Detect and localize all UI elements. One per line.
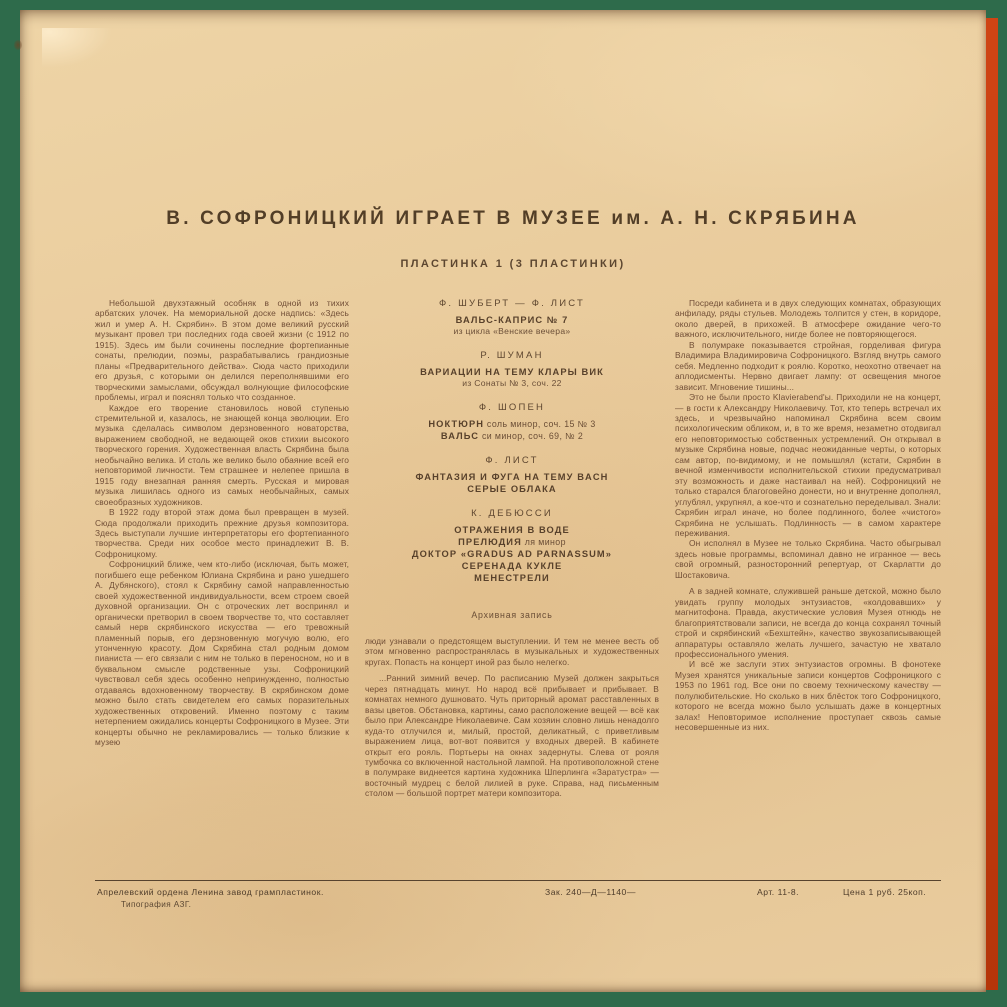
work-title-strong: ВАЛЬС [440, 431, 480, 441]
work-title-strong: ФАНТАЗИЯ И ФУГА НА ТЕМУ BACH [415, 472, 609, 482]
record-sleeve-back [20, 10, 986, 992]
liner-notes-paragraph: В полумраке показывается стройная, горделивая фигура Владимира Владимировича Софроницкого. Взгляд внутрь самого себя. Медленно подходит к роялю. Коротко, неохотно отвечает на аплодисменты. Нервно двигает лампу: от освещения многое зависит. Мгновение тишины... [675, 339, 941, 392]
work-title-strong: НОКТЮРН [428, 419, 485, 429]
liner-notes-paragraph: люди узнавали о предстоящем выступлении. И тем не менее весть об этом мгновенно распространялась в музыкальных и художественных кругах. Попасть на концерт иной раз было нелегко. [365, 636, 659, 667]
liner-notes-paragraph: Посреди кабинета и в двух следующих комнатах, образующих анфиладу, ряды стульев. Молодежь толпится у стен, в коридоре, около дверей, в прихожей. В атмосфере ожидание чего-то важного, исключительного, нигде более не повторяющегося. [675, 298, 941, 340]
tracklist [365, 298, 659, 620]
paper-corner-wear [42, 28, 112, 68]
work-title [365, 548, 659, 560]
work-title [365, 471, 659, 483]
liner-notes-paragraph: Софроницкий ближе, чем кто-либо (исключая, быть может, погибшего еще ребенком Юлиана Скрябина и рано ушедшего А. Дубянского), стоял к Скрябину самой направленностью своей художественной индивидуальности, всем строем своей духовной организации. Он с отроческих лет воспринял и органически претворил в своем творчестве то, что составляет самый нерв скрябинского искусства — его тревожный пламенный порыв, его дерзновенную могучую волю, его утонченную красоту. Дом Скрябина стал родным домом пианиста — его связали с ним не только в переносном, но и в буквальном смысле родственные узы. Софроницкий чувствовал себя здесь особенно непринужденно, полностью отдаваясь вдохновенному творчеству. В скрябинском доме можно было стать свидетелем его самых поразительных художественных откровений. Именно поэтому с таким нетерпением ожидались концерты Софроницкого в Музее. Эти концерты обычно не рекламировались — только близкие к музею [95, 559, 349, 748]
work-subtitle: из Сонаты № 3, соч. 22 [462, 378, 562, 388]
work-title-strong: ВАЛЬС-КАПРИС № 7 [455, 315, 569, 325]
work-title-strong: ОТРАЖЕНИЯ В ВОДЕ [454, 525, 570, 535]
liner-notes-paragraph: И всё же заслуги этих энтузиастов огромны. В фонотеке Музея хранятся уникальные записи концертов Софроницкого с 1953 по 1961 год. Все они по своему техническому качеству — полулюбительские. Но сколько в них блёсток того Софроницкого, которого не всегда можно было услышать даже в концертных залах! Неповторимое исполнение проступает сквозь самые несовершенные из них. [675, 659, 941, 733]
liner-notes-paragraph: В 1922 году второй этаж дома был превращен в музей. Сюда продолжали приходить прежние друзья композитора. Здесь выступали лучшие интерпретаторы его фортепианного творчества. Среди них особое место принадлежит В. В. Софроницкому. [95, 507, 349, 559]
archive-recording-note: Архивная запись [471, 610, 553, 620]
liner-notes-paragraph: Это не были просто Klavierabend'ы. Приходили не на концерт, — в гости к Александру Николаевичу. Тот, кто теперь встречал их здесь, и чрезвычайно напоминал Скрябина всем своим психологическим обликом, и, в то же время, незаметно отодвигал его неповторимостью собственных устремлений. Он открывал в музыке Скрябина новые, подчас неожиданные черты, о которых сам автор, по-видимому, и не помышлял (кстати, Скрябин в вечной изменчивости исполнительской стихии предусматривал эту возможность и даже настаивал на ней). Софроницкий не только старался благоговейно донести, но и внутренне дополнял, углублял, укрупнял, а кое-что и сознательно переделывал. Знали: Скрябин играл иначе, но более подлинного, более «чистого» Скрябина не услышать. Подлинность — в самом характере переживания. [675, 392, 941, 538]
center-column [365, 298, 659, 799]
imprint-footer [95, 880, 941, 925]
work-title [365, 314, 659, 326]
work-title-detail: си минор, соч. 69, № 2 [479, 431, 584, 441]
work-title [365, 572, 659, 584]
work-title-detail: ля минор [521, 537, 566, 547]
work-title-detail: соль минор, соч. 15 № 3 [484, 419, 596, 429]
work-title [365, 430, 659, 442]
liner-notes-paragraph: А в задней комнате, служившей раньше детской, можно было увидать группу молодых энтузиастов, «колдовавших» у магнитофона. Правда, акустические условия Музея отнюдь не благоприятствовали записи, не всегда до конца сохранял точный строй и скрябинский «Бехштейн», качество звукозаписывающей аппаратуры оставляло желать лучшего, зачастую не хватало профессионального умения. [675, 586, 941, 659]
tracklist-group [365, 455, 659, 495]
work-title-strong: МЕНЕСТРЕЛИ [474, 573, 550, 583]
work-title [365, 418, 659, 430]
tracklist-group [365, 298, 659, 337]
article-number: Арт. 11-8. [757, 887, 800, 897]
work-title [365, 560, 659, 572]
left-column [95, 298, 349, 799]
liner-notes-paragraph: Он исполнял в Музее не только Скрябина. Часто обыгрывал здесь новые программы, вспоминал давно не игранное — весь свой огромный, разносторонний репертуар, от Скарлатти до Шостаковича. [675, 538, 941, 580]
tracklist-group [365, 508, 659, 584]
work-title-strong: ПРЕЛЮДИЯ [458, 537, 522, 547]
album-subtitle: ПЛАСТИНКА 1 (3 ПЛАСТИНКИ) [400, 258, 626, 270]
liner-notes-paragraph: Небольшой двухэтажный особняк в одной из тихих арбатских улочек. На мемориальной доске надпись: «Здесь жил и умер А. Н. Скрябин». В этом доме великий русский музыкант провел три последних года своей жизни (с 1912 по 1915). Здесь им были сочинены последние фортепианные сонаты, прелюдии, поэмы, разрабатывались грандиозные планы «Предварительного действа». Сюда часто приходили его друзья, с которыми он делился переполнявшими его творческими замыслами, обсуждал волнующие философские проблемы, играл и пояснял только что созданное. [95, 298, 349, 403]
work-title-strong: СЕРЕНАДА КУКЛЕ [461, 561, 563, 571]
composer-name: К. ДЕБЮССИ [471, 508, 553, 519]
liner-notes-paragraph: Каждое его творение становилось новой ступенью стремительной и, казалось, не знающей конца эволюции. Его музыка сделалась символом дерзновенного новаторства, выражением свободной, не ведающей оков стихии высокого творческого горения. Художественная власть Скрябина была необычайно велика. И столь же велико было обаяние всей его неповторимой личности. Тем страшнее и нелепее пришла в 1915 году внезапная ранняя смерть. Русская и мировая музыка лишилась одного из самых необычайных, самых своеобразных художников. [95, 402, 349, 507]
order-number: Зак. 240—Д—1140— [545, 887, 636, 897]
work-title [365, 483, 659, 495]
print-shop: Типография АЗГ. [121, 900, 192, 909]
work-title-strong: ДОКТОР «GRADUS AD PARNASSUM» [411, 549, 613, 559]
price: Цена 1 руб. 25коп. [843, 887, 927, 897]
work-title-strong: СЕРЫЕ ОБЛАКА [467, 484, 557, 494]
liner-notes-paragraph: ...Ранний зимний вечер. По расписанию Музей должен закрыться через пятнадцать минут. Но народ всё прибывает и прибывает. В комнатах немного душновато. Чуть приторный аромат расставленных в вазы цветов. Обстановка, картины, само расположение вещей — всё как было при Александре Николаевиче. Сам хозяин словно лишь ненадолго куда-то отлучился и, милый, простой, деликатный, с приветливым выражением лица, вот-вот появится у входных дверей. В кабинете открыт его рояль. Портьеры на окнах задернуты. Слева от рояля тумбочка со включенной настольной лампой. На противоположной стене в полумраке виднеется картина художника Шперлинга «Заратустра» — восточный мудрец с белой лилией в руке. Справа, над письменным столом — большой портрет матери композитора. [365, 673, 659, 799]
tracklist-group [365, 350, 659, 389]
tracklist-group [365, 402, 659, 442]
work-title-strong: ВАРИАЦИИ НА ТЕМУ КЛАРЫ ВИК [420, 367, 604, 377]
center-column-text [365, 636, 659, 799]
work-subtitle: из цикла «Венские вечера» [453, 326, 571, 336]
liner-notes-columns [95, 298, 941, 799]
composer-name: Ф. ЛИСТ [485, 455, 539, 466]
paper-stain [14, 40, 22, 50]
composer-name: Р. ШУМАН [480, 350, 544, 361]
work-title [365, 524, 659, 536]
work-title [365, 366, 659, 378]
album-title: В. СОФРОНИЦКИЙ ИГРАЕТ В МУЗЕЕ им. А. Н. СКРЯБИНА [166, 208, 860, 229]
work-title [365, 536, 659, 548]
pressing-plant: Апрелевский ордена Ленина завод грампластинок. [97, 887, 324, 897]
right-column [675, 298, 941, 799]
composer-name: Ф. ШУБЕРТ — Ф. ЛИСТ [438, 298, 586, 309]
composer-name: Ф. ШОПЕН [478, 402, 546, 413]
